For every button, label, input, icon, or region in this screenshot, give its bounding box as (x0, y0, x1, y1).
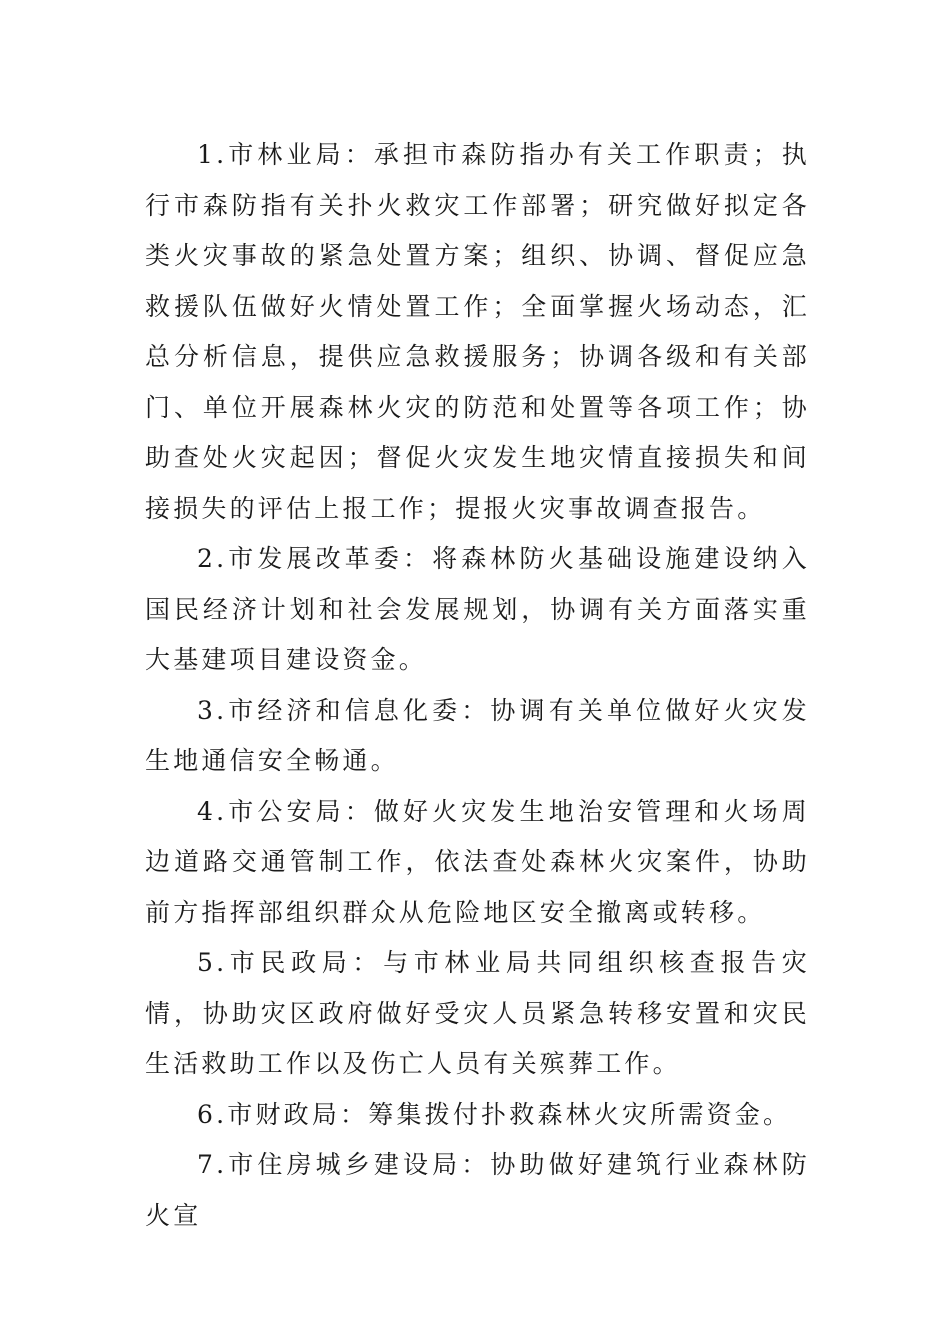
document-body (145, 130, 810, 1241)
paragraph-forestry-bureau: 1.市林业局：承担市森防指办有关工作职责；执行市森防指有关扑火救灾工作部署；研究做好拟定各类火灾事故的紧急处置方案；组织、协调、督促应急救援队伍做好火情处置工作；全面掌握火场动态，汇总分析信息，提供应急救援服务；协调各级和有关部门、单位开展森林火灾的防范和处置等各项工作；协助查处火灾起因；督促火灾发生地灾情直接损失和间接损失的评估上报工作；提报火灾事故调查报告。 (145, 140, 810, 523)
paragraph-housing-construction: 7.市住房城乡建设局：协助做好建筑行业森林防火宣 (145, 1150, 810, 1230)
paragraph-economy-informatization: 3.市经济和信息化委：协调有关单位做好火灾发生地通信安全畅通。 (145, 695, 810, 775)
paragraph-public-security: 4.市公安局：做好火灾发生地治安管理和火场周边道路交通管制工作，依法查处森林火灾案件，协助前方指挥部组织群众从危险地区安全撤离或转移。 (145, 796, 810, 927)
paragraph-civil-affairs: 5.市民政局：与市林业局共同组织核查报告灾情，协助灾区政府做好受灾人员紧急转移安置和灾民生活救助工作以及伤亡人员有关殡葬工作。 (145, 948, 810, 1078)
paragraph-development-reform: 2.市发展改革委：将森林防火基础设施建设纳入国民经济计划和社会发展规划，协调有关方面落实重大基建项目建设资金。 (145, 544, 810, 674)
paragraph-finance-bureau: 6.市财政局：筹集拨付扑救森林火灾所需资金。 (197, 1099, 792, 1129)
